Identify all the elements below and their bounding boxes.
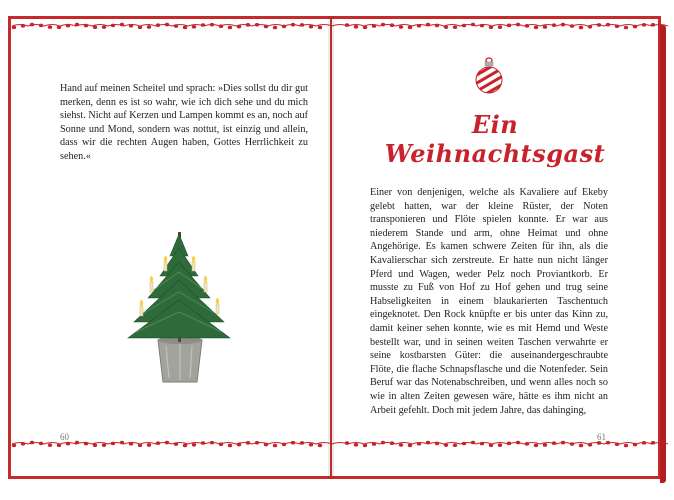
garland-bead <box>417 442 421 446</box>
garland-bead <box>525 24 529 28</box>
garland-bead <box>84 442 88 446</box>
garland-bead <box>480 442 484 446</box>
garland-bead <box>453 443 457 447</box>
garland-bead <box>606 441 610 445</box>
garland-bead <box>84 24 88 28</box>
garland-bead <box>399 25 403 29</box>
garland-bead <box>651 441 655 445</box>
garland-bead <box>471 441 475 445</box>
garland-bead <box>210 23 214 27</box>
garland-bead <box>309 443 313 447</box>
garland-bead <box>237 443 241 447</box>
garland-bead <box>354 25 358 29</box>
garland-bead <box>426 441 430 445</box>
garland-bead <box>543 25 547 29</box>
garland-bead <box>471 23 475 27</box>
garland-bead <box>525 442 529 446</box>
garland-bead <box>489 443 493 447</box>
garland-bead <box>381 23 385 27</box>
garland-bead <box>39 442 43 446</box>
garland-bead <box>138 26 142 30</box>
garland-bead <box>390 23 394 27</box>
garland-bead <box>588 443 592 447</box>
garland-bead <box>399 443 403 447</box>
book-gutter <box>328 16 334 479</box>
garland-bead <box>192 25 196 29</box>
garland-bead <box>417 24 421 28</box>
garland-bead <box>516 23 520 27</box>
garland-bead <box>534 444 538 448</box>
garland-bead <box>192 443 196 447</box>
garland-bead <box>102 443 106 447</box>
garland-bead <box>507 442 511 446</box>
garland-bead <box>363 444 367 448</box>
chapter-title: Ein Weihnachtsgast <box>384 110 606 168</box>
garland-bead <box>435 442 439 446</box>
bottom-bead-garland <box>0 438 674 450</box>
garland-bead <box>39 24 43 28</box>
garland-bead <box>633 25 637 29</box>
garland-bead <box>30 441 34 445</box>
garland-bead <box>345 23 349 27</box>
garland-bead <box>597 23 601 27</box>
garland-bead <box>498 25 502 29</box>
garland-bead <box>255 441 259 445</box>
garland-bead <box>282 25 286 29</box>
garland-bead <box>318 444 322 448</box>
garland-bead <box>489 25 493 29</box>
garland-bead <box>75 23 79 27</box>
christmas-tree-illustration <box>120 222 240 392</box>
garland-bead <box>66 442 70 446</box>
garland-bead <box>588 25 592 29</box>
garland-bead <box>552 441 556 445</box>
garland-bead <box>264 25 268 29</box>
top-bead-garland <box>0 20 674 32</box>
garland-bead <box>579 26 583 30</box>
garland-bead <box>462 24 466 28</box>
garland-bead <box>561 23 565 27</box>
garland-bead <box>624 26 628 30</box>
striped-bauble-icon <box>472 56 506 96</box>
garland-bead <box>516 441 520 445</box>
garland-bead <box>48 25 52 29</box>
garland-bead <box>264 443 268 447</box>
garland-bead <box>291 441 295 445</box>
garland-bead <box>561 441 565 445</box>
garland-bead <box>255 23 259 27</box>
garland-bead <box>498 443 502 447</box>
garland-bead <box>579 444 583 448</box>
garland-bead <box>462 442 466 446</box>
garland-bead <box>12 444 16 448</box>
garland-bead <box>174 24 178 28</box>
garland-bead <box>273 444 277 448</box>
garland-bead <box>435 24 439 28</box>
garland-bead <box>453 25 457 29</box>
garland-bead <box>480 24 484 28</box>
garland-bead <box>291 23 295 27</box>
garland-bead <box>642 23 646 27</box>
garland-bead <box>165 23 169 27</box>
left-page-text: Hand auf meinen Scheitel und sprach: »Dies sollst du dir gut merken, denn es ist so wahr, wie ich dich sehe und du mich siehst. Nicht auf Kerzen und Lampen kommt es an, noch auf Sonne und Mond, sondern was nottut, ist einzig und allein, dass wir die rechten Augen haben, Gottes Herrlichkeit zu sehen.« <box>60 83 308 162</box>
garland-bead <box>156 441 160 445</box>
garland-bead <box>201 441 205 445</box>
garland-bead <box>111 24 115 28</box>
garland-bead <box>129 442 133 446</box>
garland-bead <box>147 25 151 29</box>
garland-bead <box>219 24 223 28</box>
garland-bead <box>48 443 52 447</box>
garland-bead <box>57 25 61 29</box>
right-page-text: Einer von denjenigen, welche als Kavaliere auf Ekeby gelebt hatten, war der kleine Rüster, der Noten transponieren und Flöte spielen konnte. Er war aus niederem Stande und arm, ohne Heimat und ohne Angehörige. Es kamen schwere Zeiten für ihn, als die Kavalierschar sich zerstreute. Er hatte nun nicht länger Pferd und Wagen, weder Pelz noch Proviantkorb. Er musste zu Fuß von Hof zu Hof gehen und trug seine Habseligkeiten in einem blaukarierten Taschentuch eingeknotet. Den Rock knüpfte er bis unter das Kinn zu, damit keiner sehen konnte, wie es mit Hemd und Weste bestellt war, und in seinen weiten Taschen verwahrte er seine kostbarsten Güter: die auseinandergeschraubte Flöte, die flache Schnapsflasche und die Notenfeder. Sein Beruf war das Notenabschreiben, und wenn alles noch so wie in alten Zeiten gewesen wäre, hätte es ihm nicht an Arbeit gefehlt. Doch mit jedem Jahre, das dahinging, <box>370 187 608 416</box>
garland-bead <box>21 442 25 446</box>
garland-bead <box>183 444 187 448</box>
garland-bead <box>300 23 304 27</box>
garland-bead <box>345 441 349 445</box>
garland-bead <box>426 23 430 27</box>
garland-bead <box>246 441 250 445</box>
garland-bead <box>120 23 124 27</box>
garland-bead <box>408 444 412 448</box>
garland-bead <box>183 26 187 30</box>
garland-bead <box>372 24 376 28</box>
garland-bead <box>93 25 97 29</box>
garland-bead <box>642 441 646 445</box>
garland-bead <box>444 25 448 29</box>
garland-bead <box>390 441 394 445</box>
garland-bead <box>111 442 115 446</box>
garland-bead <box>570 24 574 28</box>
garland-bead <box>282 443 286 447</box>
garland-bead <box>120 441 124 445</box>
garland-bead <box>66 24 70 28</box>
garland-bead <box>147 443 151 447</box>
garland-bead <box>174 442 178 446</box>
garland-bead <box>408 26 412 30</box>
garland-bead <box>543 443 547 447</box>
garland-bead <box>93 443 97 447</box>
garland-bead <box>165 441 169 445</box>
garland-bead <box>129 24 133 28</box>
garland-bead <box>615 442 619 446</box>
garland-bead <box>246 23 250 27</box>
garland-bead <box>624 444 628 448</box>
page-number-right: 61 <box>597 432 606 442</box>
garland-bead <box>228 26 232 30</box>
page-number-left: 60 <box>60 432 69 442</box>
garland-bead <box>534 26 538 30</box>
garland-bead <box>552 23 556 27</box>
garland-bead <box>507 24 511 28</box>
garland-bead <box>615 24 619 28</box>
garland-bead <box>12 26 16 30</box>
garland-bead <box>363 26 367 30</box>
garland-bead <box>318 26 322 30</box>
garland-bead <box>201 23 205 27</box>
garland-bead <box>219 442 223 446</box>
garland-bead <box>633 443 637 447</box>
garland-bead <box>381 441 385 445</box>
garland-bead <box>444 443 448 447</box>
garland-bead <box>309 25 313 29</box>
garland-bead <box>273 26 277 30</box>
garland-bead <box>237 25 241 29</box>
garland-bead <box>102 25 106 29</box>
garland-bead <box>30 23 34 27</box>
garland-bead <box>606 23 610 27</box>
garland-bead <box>75 441 79 445</box>
garland-bead <box>138 444 142 448</box>
garland-bead <box>57 443 61 447</box>
garland-bead <box>228 444 232 448</box>
garland-bead <box>372 442 376 446</box>
garland-bead <box>570 442 574 446</box>
garland-bead <box>21 24 25 28</box>
garland-bead <box>354 443 358 447</box>
garland-bead <box>300 441 304 445</box>
garland-bead <box>210 441 214 445</box>
garland-bead <box>156 23 160 27</box>
garland-bead <box>651 23 655 27</box>
